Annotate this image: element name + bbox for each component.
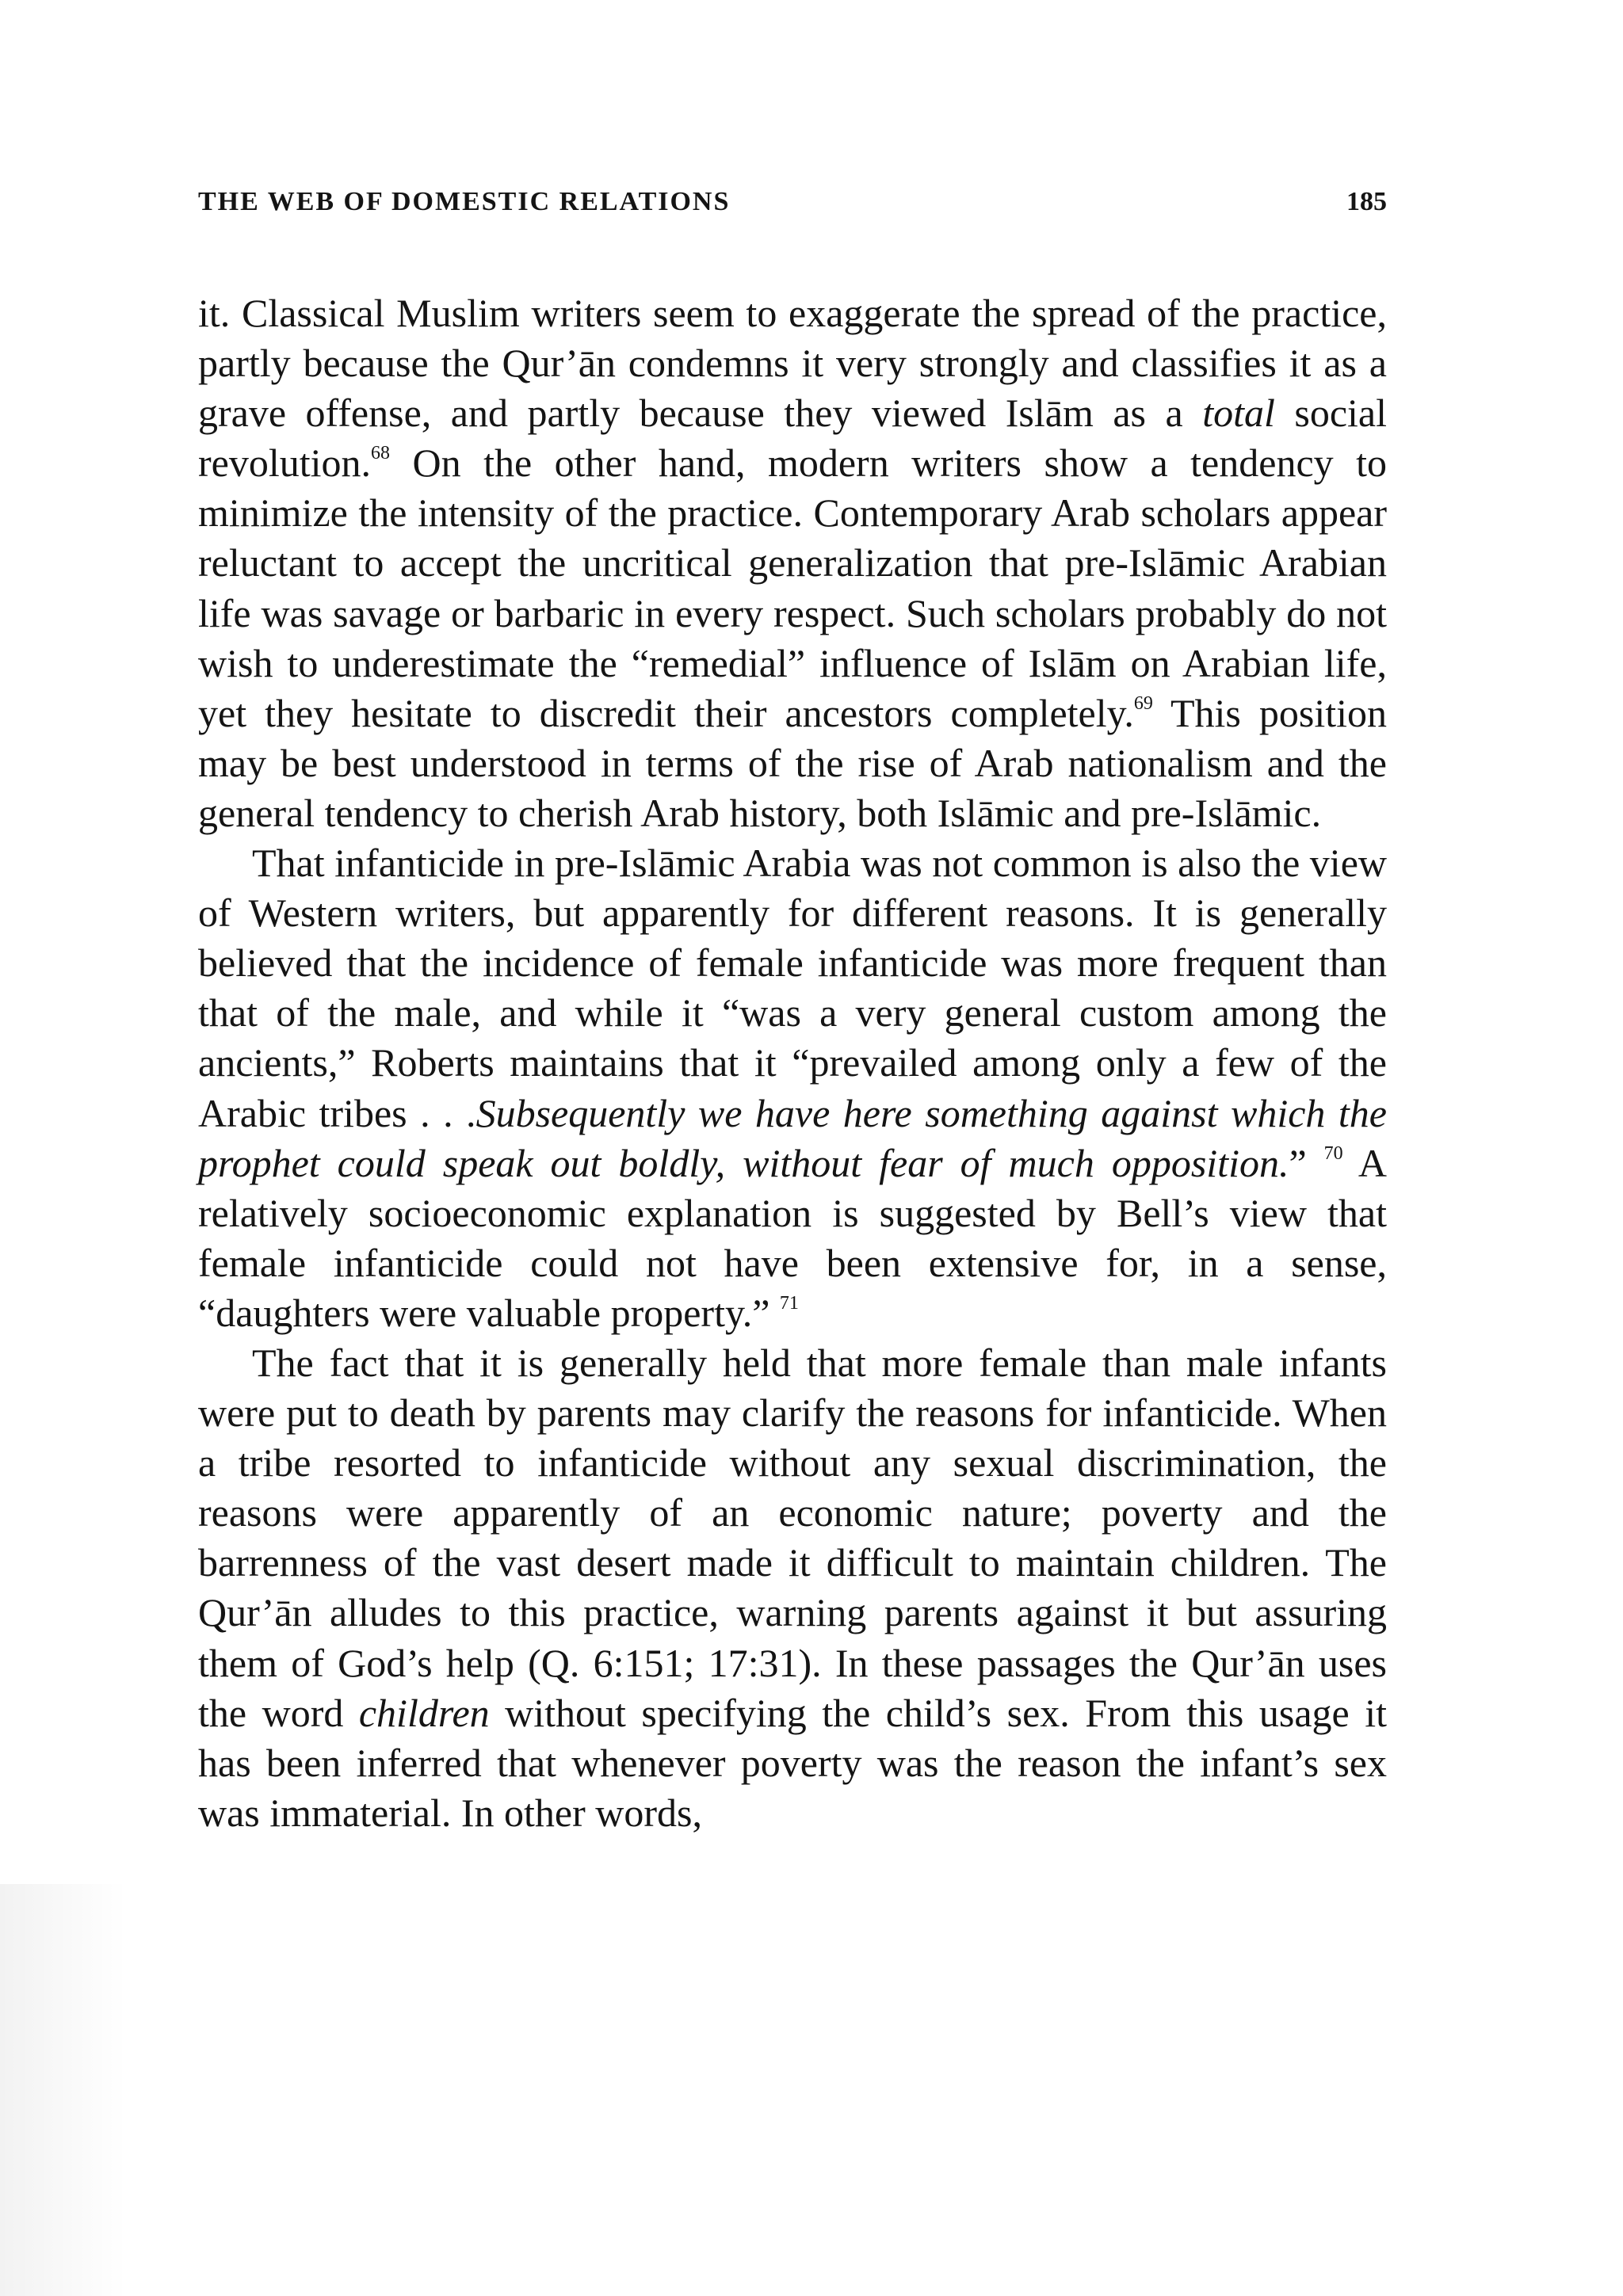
paragraph-text: ” bbox=[1289, 1140, 1324, 1185]
gutter-shadow bbox=[0, 1884, 127, 2296]
paragraph-text: without specifying the child’s sex. From this usage it has been inferred that whenever poverty was the reason the infant’s sex was immaterial. In other words, bbox=[198, 1690, 1388, 1835]
paragraph-2 bbox=[198, 838, 1387, 1338]
paragraph-text: This position may be best understood in terms of the rise of Arab nationalism and the general tendency to cherish Arab history, both Islāmic and pre-Islāmic. bbox=[198, 690, 1387, 835]
paragraph-text: it. Classical Muslim writers seem to exaggerate the spread of the practice, partly because the Qur’ān condemns it very strongly and classifies it as a grave offense, and partly because they viewed Islām as a bbox=[198, 291, 1387, 436]
running-head bbox=[198, 187, 1387, 227]
emphasis-text: children bbox=[358, 1690, 490, 1735]
footnote-ref: 70 bbox=[1323, 1142, 1343, 1164]
emphasis-text: total bbox=[1202, 391, 1275, 436]
quoted-emphasis: Subsequently we have here something against which the prophet could speak out boldly, without fear of much opposition. bbox=[198, 1090, 1387, 1185]
page-number: 185 bbox=[1346, 187, 1387, 216]
paragraph-text: The fact that it is generally held that more female than male infants were put to death by parents may clarify the reasons for infanticide. When a tribe resorted to infanticide without any sexual discrimination, the reasons were apparently of an economic nature; poverty and the barrenness of the vast desert made it difficult to maintain children. The Qur’ān alludes to this practice, warning parents against it but assuring them of God’s help (Q. 6:151; 17:31). In these passages the Qur’ān uses the word bbox=[198, 1340, 1387, 1735]
paragraph-text: On the other hand, modern writers show a tendency to minimize the intensity of the practice. Contemporary Arab scholars appear reluctant to accept the uncritical generalization that pre-Islāmic Arabian life was savage or barbaric in every respect. Such scholars probably do not wish to underestimate the “remedial” influence of Islām on Arabian life, yet they hesitate to discredit their ancestors completely. bbox=[198, 441, 1387, 735]
paragraph-text: social revolution. bbox=[198, 391, 1387, 486]
body-text bbox=[198, 288, 1387, 1838]
footnote-ref: 69 bbox=[1133, 692, 1153, 714]
paragraph-1 bbox=[198, 288, 1387, 838]
paragraph-3 bbox=[198, 1338, 1387, 1838]
footnote-ref: 71 bbox=[779, 1292, 799, 1314]
paragraph-text: A relatively socioeconomic explanation is suggested by Bell’s view that female infanticide could not have been extensive for, in a sense, “daughters were valuable property.” bbox=[198, 1140, 1387, 1335]
footnote-ref: 68 bbox=[371, 443, 391, 464]
running-title: THE WEB OF DOMESTIC RELATIONS bbox=[198, 187, 731, 216]
paragraph-text: That infanticide in pre-Islāmic Arabia was not common is also the view of Western writers, but apparently for different reasons. It is generally believed that the incidence of female infanticide was more frequent than that of the male, and while it “was a very general custom among the ancients,” Roberts maintains that it “prevailed among only a few of the Arabic tribes . . . bbox=[198, 841, 1387, 1135]
